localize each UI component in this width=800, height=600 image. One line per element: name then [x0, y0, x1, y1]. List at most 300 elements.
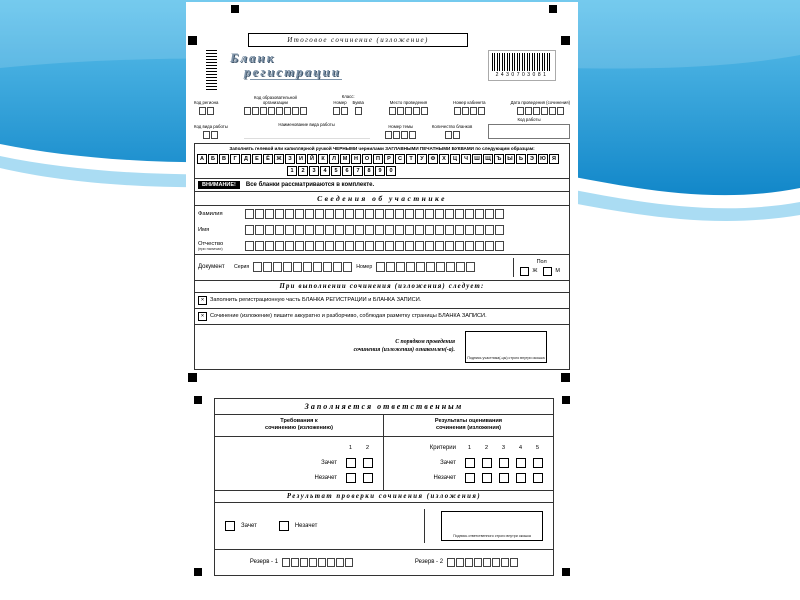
blank-name-underline: [250, 79, 342, 80]
checkbox-req-pass-1[interactable]: [346, 458, 356, 468]
char-cell[interactable]: [295, 241, 304, 251]
char-cell[interactable]: [293, 262, 302, 272]
rule-item-2-text: Сочинение (изложение) пишите аккуратно и разборчиво, соблюдая разметку страницы БЛАНКА ЗАПИСИ.: [210, 313, 487, 320]
region-code-cells[interactable]: [199, 107, 214, 115]
registration-mark: [562, 396, 570, 404]
sample-char-cell: И: [296, 154, 306, 164]
class-letter: [353, 101, 364, 115]
char-cell[interactable]: [396, 262, 405, 272]
field-date: [511, 101, 570, 115]
sample-char-cell: Г: [230, 154, 240, 164]
checkbox-crit-pass-4[interactable]: [516, 458, 526, 468]
fail-label: Незачет: [314, 475, 337, 482]
char-cell[interactable]: [557, 107, 564, 115]
participant-signature-box[interactable]: [465, 331, 547, 363]
acknowledgement-line2: сочинения (изложения) ознакомлен(-а).: [353, 346, 455, 353]
char-cell[interactable]: [305, 241, 314, 251]
char-cell[interactable]: [405, 107, 412, 115]
char-cell[interactable]: [393, 131, 400, 139]
middlename-cells[interactable]: [245, 241, 504, 251]
work-code-box[interactable]: [488, 124, 570, 139]
char-cell[interactable]: [244, 107, 251, 115]
series-cells[interactable]: [253, 262, 352, 272]
lastname-cells[interactable]: [245, 209, 504, 219]
checkbox-crit-pass-3[interactable]: [499, 458, 509, 468]
char-cell[interactable]: [465, 225, 474, 235]
place-cells[interactable]: [389, 107, 428, 115]
char-cell[interactable]: [475, 241, 484, 251]
char-cell[interactable]: [268, 107, 275, 115]
sample-char-cell: Ь: [516, 154, 526, 164]
reserve-2-label: Резерв - 2: [414, 559, 444, 566]
char-cell[interactable]: [466, 262, 475, 272]
char-cell[interactable]: [253, 262, 262, 272]
checkbox-gender-male[interactable]: [543, 267, 552, 276]
class-number: [333, 101, 348, 115]
char-cell[interactable]: [365, 209, 374, 219]
rules-section-title: При выполнении сочинения (изложения) следует:: [195, 280, 569, 293]
sample-char-cell: Д: [241, 154, 251, 164]
column-number: 5: [535, 445, 540, 452]
fail-label: Незачет: [433, 475, 456, 482]
char-cell[interactable]: [510, 558, 518, 567]
char-cell[interactable]: [365, 225, 374, 235]
field-label: Код вида работы: [194, 123, 228, 129]
char-cell[interactable]: [255, 209, 264, 219]
char-cell[interactable]: [345, 241, 354, 251]
char-cell[interactable]: [315, 241, 324, 251]
char-cell[interactable]: [401, 131, 408, 139]
char-cell[interactable]: [375, 225, 384, 235]
char-cell[interactable]: [397, 107, 404, 115]
char-cell[interactable]: [285, 225, 294, 235]
number-cells[interactable]: [376, 262, 475, 272]
char-cell[interactable]: [276, 107, 283, 115]
char-cell[interactable]: [386, 262, 395, 272]
char-cell[interactable]: [255, 225, 264, 235]
criteria-label: Критерии: [429, 445, 456, 452]
char-cell[interactable]: [365, 241, 374, 251]
results-header-line2: сочинения (изложения): [436, 425, 501, 432]
char-cell[interactable]: [325, 225, 334, 235]
char-cell[interactable]: [453, 131, 460, 139]
char-cell[interactable]: [343, 262, 352, 272]
sample-char-cell: З: [285, 154, 295, 164]
sample-char-cell: Ч: [461, 154, 471, 164]
char-cell[interactable]: [485, 225, 494, 235]
field-region-code: [194, 101, 218, 115]
char-cell[interactable]: [405, 209, 414, 219]
char-cell[interactable]: [425, 241, 434, 251]
date-cells[interactable]: [517, 107, 564, 115]
char-cell[interactable]: [395, 225, 404, 235]
field-label: Номер темы: [388, 123, 414, 129]
class-number-cells[interactable]: [333, 107, 348, 115]
official-body: [215, 437, 553, 490]
form-title-row: [194, 33, 570, 46]
char-cell[interactable]: [475, 209, 484, 219]
char-cell[interactable]: [517, 107, 524, 115]
class-letter-cells[interactable]: [355, 107, 362, 115]
document-label: Документ: [198, 264, 225, 271]
char-cell[interactable]: [454, 107, 461, 115]
char-cell[interactable]: [446, 262, 455, 272]
char-cell[interactable]: [389, 107, 396, 115]
char-cell[interactable]: [245, 241, 254, 251]
char-cell[interactable]: [385, 209, 394, 219]
checkbox-gender-female[interactable]: [520, 267, 529, 276]
char-cell[interactable]: [376, 262, 385, 272]
char-cell[interactable]: [525, 107, 532, 115]
char-cell[interactable]: [263, 262, 272, 272]
checkbox-crit-fail-5[interactable]: [533, 473, 543, 483]
field-work-code: [488, 118, 570, 139]
char-cell[interactable]: [435, 241, 444, 251]
char-cell[interactable]: [426, 262, 435, 272]
field-work-type-name: [244, 123, 370, 139]
official-signature-box[interactable]: [441, 511, 543, 541]
criteria-pass-row: [392, 456, 545, 471]
char-cell[interactable]: [327, 558, 335, 567]
char-cell[interactable]: [455, 209, 464, 219]
char-cell[interactable]: [336, 558, 344, 567]
vertical-divider: [424, 509, 425, 543]
column-number: 1: [348, 445, 353, 452]
char-cell[interactable]: [275, 225, 284, 235]
sample-char-cell: 5: [331, 166, 341, 176]
char-cell[interactable]: [421, 107, 428, 115]
char-cell[interactable]: [265, 209, 274, 219]
char-cell[interactable]: [260, 107, 267, 115]
sample-char-cell: К: [318, 154, 328, 164]
registration-mark: [231, 5, 239, 13]
work-type-name-area[interactable]: [244, 129, 370, 139]
topic-number-cells[interactable]: [385, 131, 416, 139]
char-cell[interactable]: [405, 241, 414, 251]
char-cell[interactable]: [335, 209, 344, 219]
char-cell[interactable]: [333, 262, 342, 272]
char-cell[interactable]: [211, 131, 218, 139]
char-cell[interactable]: [385, 241, 394, 251]
sample-char-cell: Л: [329, 154, 339, 164]
criteria-fail-row: [392, 471, 545, 486]
sample-char-cell: Ъ: [494, 154, 504, 164]
checkbox-crit-pass-2[interactable]: [482, 458, 492, 468]
char-cell[interactable]: [309, 558, 317, 567]
char-cell[interactable]: [409, 131, 416, 139]
char-cell[interactable]: [285, 209, 294, 219]
char-cell[interactable]: [207, 107, 214, 115]
char-cell[interactable]: [323, 262, 332, 272]
char-cell[interactable]: [435, 209, 444, 219]
char-cell[interactable]: [462, 107, 469, 115]
char-cell[interactable]: [265, 241, 274, 251]
checkbox-result-pass[interactable]: [225, 521, 235, 531]
field-label: Наименование вида работы: [278, 121, 335, 127]
char-cell[interactable]: [416, 262, 425, 272]
sample-char-cell: П: [373, 154, 383, 164]
field-room-number: [453, 101, 486, 115]
checkbox-crit-fail-4[interactable]: [516, 473, 526, 483]
results-header-line1: Результаты оценивания: [434, 418, 503, 424]
sample-char-cell: 2: [298, 166, 308, 176]
char-cell[interactable]: [375, 209, 384, 219]
char-cell[interactable]: [395, 209, 404, 219]
sample-char-cell: Ж: [274, 154, 284, 164]
char-cell[interactable]: [549, 107, 556, 115]
char-cell[interactable]: [470, 107, 477, 115]
char-cell[interactable]: [436, 262, 445, 272]
registration-mark: [561, 373, 570, 382]
char-cell[interactable]: [406, 262, 415, 272]
class-subfields: [333, 101, 364, 115]
checkbox-req-pass-2[interactable]: [363, 458, 373, 468]
char-cell[interactable]: [275, 241, 284, 251]
char-cell[interactable]: [284, 107, 291, 115]
char-cell[interactable]: [495, 225, 504, 235]
official-title: Заполняется ответственным: [215, 399, 553, 415]
char-cell[interactable]: [478, 107, 485, 115]
reserve-row: [215, 549, 553, 575]
sample-char-cell: В: [219, 154, 229, 164]
char-cell[interactable]: [333, 107, 340, 115]
char-cell[interactable]: [425, 225, 434, 235]
criteria-numbers-row: [392, 441, 545, 456]
char-cell[interactable]: [300, 558, 308, 567]
gender-label: Пол: [536, 258, 547, 265]
sample-char-cell: Я: [549, 154, 559, 164]
field-label: Код работы: [517, 116, 541, 122]
checkbox-req-fail-1[interactable]: [346, 473, 356, 483]
sample-char-cell: 9: [375, 166, 385, 176]
char-cell[interactable]: [533, 107, 540, 115]
field-work-type-code: [194, 125, 228, 139]
char-cell[interactable]: [415, 209, 424, 219]
firstname-cells[interactable]: [245, 225, 504, 235]
sample-char-cell: Т: [406, 154, 416, 164]
rule-item-2: [195, 309, 569, 325]
lastname-row: [195, 206, 569, 222]
reserve-1-label: Резерв - 1: [249, 559, 279, 566]
pass-label: Зачет: [440, 460, 456, 467]
char-cell[interactable]: [413, 107, 420, 115]
char-cell[interactable]: [355, 241, 364, 251]
char-cell[interactable]: [455, 225, 464, 235]
char-cell[interactable]: [341, 107, 348, 115]
char-cell[interactable]: [385, 131, 392, 139]
char-cell[interactable]: [335, 241, 344, 251]
middlename-label: [198, 241, 240, 251]
char-cell[interactable]: [292, 107, 299, 115]
checked-box-icon: ✕: [198, 312, 207, 321]
char-cell[interactable]: [415, 241, 424, 251]
field-blank-count: [432, 125, 472, 139]
results-header: [384, 415, 553, 436]
sample-char-cell: 8: [364, 166, 374, 176]
char-cell[interactable]: [355, 209, 364, 219]
char-cell[interactable]: [465, 209, 474, 219]
acknowledgement-text: [354, 339, 455, 355]
field-school-code: [243, 96, 307, 115]
checkbox-crit-pass-5[interactable]: [533, 458, 543, 468]
char-cell[interactable]: [492, 558, 500, 567]
char-cell[interactable]: [485, 209, 494, 219]
char-cell[interactable]: [199, 107, 206, 115]
gender-options: [520, 267, 563, 276]
char-cell[interactable]: [295, 209, 304, 219]
vertical-barcode: [206, 50, 217, 90]
sample-char-cell: 0: [386, 166, 396, 176]
result-section-title: Результат проверки сочинения (изложения): [215, 490, 553, 503]
char-cell[interactable]: [275, 209, 284, 219]
sample-char-cell: Щ: [483, 154, 493, 164]
char-cell[interactable]: [325, 209, 334, 219]
field-label: Номер: [333, 99, 347, 105]
char-cell[interactable]: [445, 131, 452, 139]
column-number: 2: [365, 445, 370, 452]
work-type-code-cells[interactable]: [203, 131, 218, 139]
char-cell[interactable]: [203, 131, 210, 139]
gender-male-label: М: [555, 268, 560, 275]
char-cell[interactable]: [465, 241, 474, 251]
field-label: Буква: [352, 99, 364, 105]
char-cell[interactable]: [335, 225, 344, 235]
gender-block: [513, 258, 566, 277]
column-number: 1: [467, 445, 472, 452]
char-cell[interactable]: [405, 225, 414, 235]
registration-mark: [188, 373, 197, 382]
room-number-cells[interactable]: [454, 107, 485, 115]
char-cell[interactable]: [283, 262, 292, 272]
sample-char-cell: 1: [287, 166, 297, 176]
rule-item-1: [195, 293, 569, 309]
char-cell[interactable]: [495, 209, 504, 219]
char-cell[interactable]: [318, 558, 326, 567]
char-cell[interactable]: [445, 209, 454, 219]
fill-instruction: Заполнять гелевой или капиллярной ручкой ЧЕРНЫМИ чернилами ЗАГЛАВНЫМИ ПЕЧАТНЫМИ БУКВАМИ по следующим образцам:: [229, 145, 535, 151]
attention-row: [195, 178, 569, 192]
field-class: [333, 95, 364, 115]
checkbox-crit-pass-1[interactable]: [465, 458, 475, 468]
char-cell[interactable]: [447, 558, 455, 567]
result-pass-label: Зачет: [241, 522, 257, 529]
reserve-2-group: [415, 558, 518, 567]
char-cell[interactable]: [255, 241, 264, 251]
field-label: Место проведения: [389, 99, 428, 105]
char-cell[interactable]: [291, 558, 299, 567]
reserve-2-cells[interactable]: [447, 558, 518, 567]
sample-char-cell: Е: [252, 154, 262, 164]
char-cell[interactable]: [325, 241, 334, 251]
char-cell[interactable]: [245, 225, 254, 235]
char-cell[interactable]: [501, 558, 509, 567]
acknowledgement-row: [195, 325, 569, 369]
registration-mark: [194, 396, 202, 404]
blank-name-line1: Бланк: [230, 50, 276, 65]
sample-char-cell: О: [362, 154, 372, 164]
reserve-1-cells[interactable]: [282, 558, 353, 567]
char-cell[interactable]: [303, 262, 312, 272]
char-cell[interactable]: [495, 241, 504, 251]
char-cell[interactable]: [455, 241, 464, 251]
checkbox-result-fail[interactable]: [279, 521, 289, 531]
sample-char-cell: Й: [307, 154, 317, 164]
char-cell[interactable]: [425, 209, 434, 219]
char-cell[interactable]: [300, 107, 307, 115]
registration-mark: [562, 568, 570, 576]
field-label: Дата проведения (сочинения): [510, 99, 570, 105]
char-cell[interactable]: [485, 241, 494, 251]
char-cell[interactable]: [345, 209, 354, 219]
barcode-digits: 2430703081: [495, 72, 549, 78]
char-cell[interactable]: [541, 107, 548, 115]
char-cell[interactable]: [273, 262, 282, 272]
checkbox-crit-fail-2[interactable]: [482, 473, 492, 483]
lastname-label: Фамилия: [198, 210, 223, 217]
number-label: Номер: [356, 264, 373, 271]
requirements-pass-row: [223, 456, 375, 471]
participant-section-title: Сведения об участнике: [195, 192, 569, 206]
char-cell[interactable]: [395, 241, 404, 251]
char-cell[interactable]: [345, 558, 353, 567]
char-cell[interactable]: [385, 225, 394, 235]
char-cell[interactable]: [445, 241, 454, 251]
char-cell[interactable]: [315, 209, 324, 219]
char-cell[interactable]: [313, 262, 322, 272]
checkbox-crit-fail-3[interactable]: [499, 473, 509, 483]
sample-char-cell: 3: [309, 166, 319, 176]
char-cell[interactable]: [375, 241, 384, 251]
blank-name-line2: регистрации: [244, 63, 341, 79]
char-cell[interactable]: [456, 262, 465, 272]
fields-row-2: [194, 118, 570, 139]
char-cell[interactable]: [456, 558, 464, 567]
char-cell[interactable]: [295, 225, 304, 235]
char-cell[interactable]: [355, 107, 362, 115]
sample-char-cell: Э: [527, 154, 537, 164]
char-cell[interactable]: [265, 225, 274, 235]
char-cell[interactable]: [465, 558, 473, 567]
middlename-label-text: Отчество: [198, 240, 224, 247]
char-cell[interactable]: [285, 241, 294, 251]
requirements-column: [215, 437, 384, 490]
requirements-header-line2: сочинению (изложению): [264, 425, 333, 432]
field-place: [389, 101, 428, 115]
char-cell[interactable]: [355, 225, 364, 235]
blank-count-cells[interactable]: [445, 131, 460, 139]
char-cell[interactable]: [445, 225, 454, 235]
acknowledgement-line1: С порядком проведения: [395, 339, 455, 345]
school-code-cells[interactable]: [244, 107, 307, 115]
char-cell[interactable]: [305, 225, 314, 235]
char-cell[interactable]: [415, 225, 424, 235]
char-cell[interactable]: [474, 558, 482, 567]
char-cell[interactable]: [282, 558, 290, 567]
char-cell[interactable]: [315, 225, 324, 235]
char-cell[interactable]: [245, 209, 254, 219]
char-cell[interactable]: [435, 225, 444, 235]
char-cell[interactable]: [252, 107, 259, 115]
barcode: [492, 53, 552, 71]
result-row: [215, 503, 553, 549]
char-cell[interactable]: [475, 225, 484, 235]
blank-name: [230, 51, 342, 80]
checkbox-crit-fail-1[interactable]: [465, 473, 475, 483]
char-cell[interactable]: [305, 209, 314, 219]
checkbox-req-fail-2[interactable]: [363, 473, 373, 483]
char-cell[interactable]: [345, 225, 354, 235]
char-cell[interactable]: [483, 558, 491, 567]
